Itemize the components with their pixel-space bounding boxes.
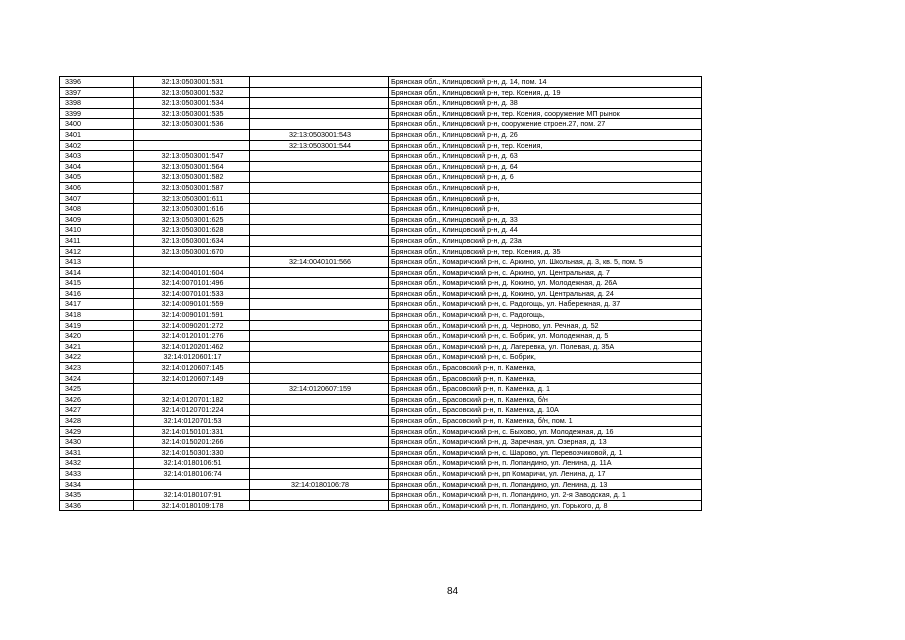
table-row [60, 416, 702, 427]
table-row [60, 320, 702, 331]
table-row [60, 468, 702, 479]
cadastral-number-alt-cell [250, 204, 389, 215]
cadastral-number-alt-cell [250, 299, 389, 310]
address-cell: Брянская обл., Комаричский р-н, с. Аркино, ул. Центральная, д. 7 [389, 267, 702, 278]
row-number-cell: 3402 [60, 140, 134, 151]
row-number-cell: 3401 [60, 129, 134, 140]
cadastral-number-cell: 32:14:0120101:276 [134, 331, 250, 342]
row-number-cell: 3425 [60, 384, 134, 395]
table-row [60, 87, 702, 98]
table-row [60, 405, 702, 416]
row-number-cell: 3422 [60, 352, 134, 363]
address-cell: Брянская обл., Комаричский р-н, д. Кокино, ул. Центральная, д. 24 [389, 288, 702, 299]
row-number-cell: 3403 [60, 151, 134, 162]
cadastral-number-cell: 32:14:0120701:53 [134, 416, 250, 427]
cadastral-number-cell: 32:13:0503001:532 [134, 87, 250, 98]
cadastral-number-alt-cell [250, 278, 389, 289]
cadastral-number-alt-cell [250, 172, 389, 183]
row-number-cell: 3415 [60, 278, 134, 289]
cadastral-number-alt-cell [250, 341, 389, 352]
cadastral-number-alt-cell [250, 151, 389, 162]
table-row [60, 341, 702, 352]
cadastral-number-alt-cell [250, 267, 389, 278]
address-cell: Брянская обл., Клинцовский р-н, тер. Ксения, д. 35 [389, 246, 702, 257]
cadastral-number-alt-cell [250, 119, 389, 130]
address-cell: Брянская обл., Брасовский р-н, п. Каменка, [389, 363, 702, 374]
address-cell: Брянская обл., Брасовский р-н, п. Каменка, б/н [389, 394, 702, 405]
table-row [60, 235, 702, 246]
cadastral-number-alt-cell [250, 352, 389, 363]
cadastral-number-cell: 32:13:0503001:634 [134, 235, 250, 246]
table-row [60, 257, 702, 268]
row-number-cell: 3407 [60, 193, 134, 204]
row-number-cell: 3398 [60, 98, 134, 109]
table-row [60, 500, 702, 511]
address-cell: Брянская обл., Клинцовский р-н, [389, 193, 702, 204]
page-number: 84 [446, 586, 459, 597]
row-number-cell: 3419 [60, 320, 134, 331]
cadastral-number-cell: 32:14:0150301:330 [134, 447, 250, 458]
row-number-cell: 3427 [60, 405, 134, 416]
table-row [60, 161, 702, 172]
cadastral-number-alt-cell: 32:14:0120607:159 [250, 384, 389, 395]
cadastral-number-alt-cell [250, 87, 389, 98]
cadastral-number-alt-cell [250, 77, 389, 88]
address-cell: Брянская обл., Комаричский р-н, с. Аркино, ул. Школьная, д. 3, кв. 5, пом. 5 [389, 257, 702, 268]
cadastral-number-alt-cell: 32:14:0180106:78 [250, 479, 389, 490]
cadastral-number-alt-cell [250, 405, 389, 416]
table-row [60, 394, 702, 405]
table-row [60, 331, 702, 342]
cadastral-number-cell [134, 129, 250, 140]
address-cell: Брянская обл., Брасовский р-н, п. Каменка, [389, 373, 702, 384]
row-number-cell: 3433 [60, 468, 134, 479]
cadastral-number-cell [134, 479, 250, 490]
cadastral-number-cell: 32:14:0070101:496 [134, 278, 250, 289]
row-number-cell: 3430 [60, 437, 134, 448]
table-row [60, 129, 702, 140]
address-cell: Брянская обл., Комаричский р-н, д. Кокино, ул. Молодежная, д. 26А [389, 278, 702, 289]
row-number-cell: 3436 [60, 500, 134, 511]
address-cell: Брянская обл., Комаричский р-н, с. Шарово, ул. Перевозчиковой, д. 1 [389, 447, 702, 458]
cadastral-number-cell: 32:13:0503001:582 [134, 172, 250, 183]
address-cell: Брянская обл., Клинцовский р-н, тер. Ксения, д. 19 [389, 87, 702, 98]
cadastral-number-alt-cell [250, 426, 389, 437]
cadastral-number-alt-cell [250, 363, 389, 374]
cadastral-number-alt-cell [250, 246, 389, 257]
cadastral-number-cell: 32:13:0503001:564 [134, 161, 250, 172]
row-number-cell: 3420 [60, 331, 134, 342]
address-cell: Брянская обл., Комаричский р-н, с. Радогощь, ул. Набережная, д. 37 [389, 299, 702, 310]
row-number-cell: 3411 [60, 235, 134, 246]
address-cell: Брянская обл., Клинцовский р-н, тер. Ксения, [389, 140, 702, 151]
cadastral-number-cell: 32:13:0503001:616 [134, 204, 250, 215]
table-row [60, 458, 702, 469]
address-cell: Брянская обл., Клинцовский р-н, д. 26 [389, 129, 702, 140]
cadastral-number-alt-cell [250, 458, 389, 469]
cadastral-number-cell: 32:14:0120607:145 [134, 363, 250, 374]
table-row [60, 193, 702, 204]
table-row [60, 204, 702, 215]
table-row [60, 288, 702, 299]
cadastral-number-alt-cell [250, 310, 389, 321]
cadastral-number-alt-cell [250, 416, 389, 427]
row-number-cell: 3397 [60, 87, 134, 98]
address-cell: Брянская обл., Комаричский р-н, д. Заречная, ул. Озерная, д. 13 [389, 437, 702, 448]
row-number-cell: 3429 [60, 426, 134, 437]
address-cell: Брянская обл., Клинцовский р-н, д. 14, пом. 14 [389, 77, 702, 88]
table-row [60, 278, 702, 289]
cadastral-number-alt-cell [250, 108, 389, 119]
cadastral-number-alt-cell [250, 437, 389, 448]
cadastral-number-cell: 32:14:0180106:51 [134, 458, 250, 469]
row-number-cell: 3410 [60, 225, 134, 236]
cadastral-number-alt-cell [250, 288, 389, 299]
address-cell: Брянская обл., Клинцовский р-н, сооружение строен.27, пом. 27 [389, 119, 702, 130]
table-row [60, 246, 702, 257]
property-table-body [60, 77, 702, 511]
cadastral-number-cell: 32:13:0503001:547 [134, 151, 250, 162]
row-number-cell: 3413 [60, 257, 134, 268]
cadastral-number-cell [134, 140, 250, 151]
cadastral-number-alt-cell: 32:13:0503001:544 [250, 140, 389, 151]
table-row [60, 479, 702, 490]
address-cell: Брянская обл., Клинцовский р-н, д. 6 [389, 172, 702, 183]
table-row [60, 373, 702, 384]
cadastral-number-cell: 32:14:0180106:74 [134, 468, 250, 479]
cadastral-number-cell: 32:14:0120201:462 [134, 341, 250, 352]
cadastral-number-cell: 32:14:0120601:17 [134, 352, 250, 363]
cadastral-number-alt-cell [250, 500, 389, 511]
cadastral-number-alt-cell [250, 98, 389, 109]
table-row [60, 352, 702, 363]
address-cell: Брянская обл., Комаричский р-н, п. Лопандино, ул. Ленина, д. 13 [389, 479, 702, 490]
table-row [60, 490, 702, 501]
table-row [60, 119, 702, 130]
row-number-cell: 3396 [60, 77, 134, 88]
row-number-cell: 3431 [60, 447, 134, 458]
cadastral-number-cell: 32:13:0503001:670 [134, 246, 250, 257]
cadastral-number-alt-cell [250, 373, 389, 384]
row-number-cell: 3428 [60, 416, 134, 427]
cadastral-number-alt-cell [250, 193, 389, 204]
cadastral-number-cell: 32:14:0120607:149 [134, 373, 250, 384]
table-row [60, 182, 702, 193]
row-number-cell: 3406 [60, 182, 134, 193]
address-cell: Брянская обл., Комаричский р-н, с. Бобрик, [389, 352, 702, 363]
cadastral-number-cell: 32:13:0503001:628 [134, 225, 250, 236]
cadastral-number-cell [134, 384, 250, 395]
cadastral-number-alt-cell [250, 468, 389, 479]
address-cell: Брянская обл., Клинцовский р-н, [389, 182, 702, 193]
row-number-cell: 3434 [60, 479, 134, 490]
cadastral-number-alt-cell [250, 214, 389, 225]
cadastral-number-cell: 32:13:0503001:536 [134, 119, 250, 130]
row-number-cell: 3405 [60, 172, 134, 183]
address-cell: Брянская обл., Клинцовский р-н, [389, 204, 702, 215]
address-cell: Брянская обл., Комаричский р-н, с. Радогощь, [389, 310, 702, 321]
row-number-cell: 3408 [60, 204, 134, 215]
cadastral-number-cell: 32:13:0503001:611 [134, 193, 250, 204]
address-cell: Брянская обл., Клинцовский р-н, д. 33 [389, 214, 702, 225]
row-number-cell: 3416 [60, 288, 134, 299]
cadastral-number-alt-cell [250, 161, 389, 172]
cadastral-number-alt-cell [250, 235, 389, 246]
cadastral-number-alt-cell: 32:13:0503001:543 [250, 129, 389, 140]
address-cell: Брянская обл., Брасовский р-н, п. Каменка, д. 1 [389, 384, 702, 395]
cadastral-number-cell: 32:14:0180109:178 [134, 500, 250, 511]
table-row [60, 447, 702, 458]
table-row [60, 172, 702, 183]
row-number-cell: 3421 [60, 341, 134, 352]
row-number-cell: 3399 [60, 108, 134, 119]
cadastral-number-alt-cell [250, 182, 389, 193]
address-cell: Брянская обл., Комаричский р-н, д. Лагеревка, ул. Полевая, д. 35А [389, 341, 702, 352]
cadastral-number-cell: 32:13:0503001:531 [134, 77, 250, 88]
table-row [60, 437, 702, 448]
cadastral-number-cell: 32:13:0503001:587 [134, 182, 250, 193]
cadastral-number-alt-cell [250, 320, 389, 331]
cadastral-number-cell: 32:14:0150101:331 [134, 426, 250, 437]
address-cell: Брянская обл., Комаричский р-н, с. Быхово, ул. Молодежная, д. 16 [389, 426, 702, 437]
address-cell: Брянская обл., Комаричский р-н, п. Лопандино, ул. Ленина, д. 11А [389, 458, 702, 469]
row-number-cell: 3414 [60, 267, 134, 278]
address-cell: Брянская обл., Комаричский р-н, рп Комаричи, ул. Ленина, д. 17 [389, 468, 702, 479]
table-row [60, 384, 702, 395]
cadastral-number-cell: 32:14:0090101:559 [134, 299, 250, 310]
table-row [60, 225, 702, 236]
property-table [59, 76, 702, 511]
cadastral-number-alt-cell [250, 490, 389, 501]
cadastral-number-cell: 32:14:0090201:272 [134, 320, 250, 331]
row-number-cell: 3404 [60, 161, 134, 172]
table-row [60, 363, 702, 374]
address-cell: Брянская обл., Клинцовский р-н, д. 23а [389, 235, 702, 246]
row-number-cell: 3412 [60, 246, 134, 257]
cadastral-number-alt-cell [250, 447, 389, 458]
cadastral-number-cell: 32:14:0070101:533 [134, 288, 250, 299]
address-cell: Брянская обл., Клинцовский р-н, д. 64 [389, 161, 702, 172]
address-cell: Брянская обл., Брасовский р-н, п. Каменка, б/н, пом. 1 [389, 416, 702, 427]
row-number-cell: 3423 [60, 363, 134, 374]
address-cell: Брянская обл., Клинцовский р-н, д. 63 [389, 151, 702, 162]
row-number-cell: 3424 [60, 373, 134, 384]
row-number-cell: 3417 [60, 299, 134, 310]
cadastral-number-cell: 32:13:0503001:534 [134, 98, 250, 109]
table-row [60, 426, 702, 437]
cadastral-number-alt-cell: 32:14:0040101:566 [250, 257, 389, 268]
row-number-cell: 3400 [60, 119, 134, 130]
table-row [60, 77, 702, 88]
address-cell: Брянская обл., Комаричский р-н, п. Лопандино, ул. Горького, д. 8 [389, 500, 702, 511]
row-number-cell: 3418 [60, 310, 134, 321]
cadastral-number-cell: 32:14:0090101:591 [134, 310, 250, 321]
address-cell: Брянская обл., Комаричский р-н, п. Лопандино, ул. 2-я Заводская, д. 1 [389, 490, 702, 501]
address-cell: Брянская обл., Комаричский р-н, с. Бобрик, ул. Молодежная, д. 5 [389, 331, 702, 342]
table-row [60, 267, 702, 278]
address-cell: Брянская обл., Клинцовский р-н, тер. Ксения, сооружение МП рынок [389, 108, 702, 119]
address-cell: Брянская обл., Комаричский р-н, д. Черново, ул. Речная, д. 52 [389, 320, 702, 331]
table-row [60, 108, 702, 119]
cadastral-number-cell: 32:14:0150201:266 [134, 437, 250, 448]
table-row [60, 151, 702, 162]
cadastral-number-cell: 32:13:0503001:535 [134, 108, 250, 119]
cadastral-number-cell: 32:14:0120701:182 [134, 394, 250, 405]
table-row [60, 98, 702, 109]
table-row [60, 140, 702, 151]
row-number-cell: 3426 [60, 394, 134, 405]
cadastral-number-cell: 32:14:0180107:91 [134, 490, 250, 501]
address-cell: Брянская обл., Брасовский р-н, п. Каменка, д. 10А [389, 405, 702, 416]
cadastral-number-cell [134, 257, 250, 268]
table-row [60, 310, 702, 321]
cadastral-number-cell: 32:14:0120701:224 [134, 405, 250, 416]
cadastral-number-cell: 32:13:0503001:625 [134, 214, 250, 225]
row-number-cell: 3432 [60, 458, 134, 469]
row-number-cell: 3409 [60, 214, 134, 225]
cadastral-number-alt-cell [250, 394, 389, 405]
cadastral-number-cell: 32:14:0040101:604 [134, 267, 250, 278]
address-cell: Брянская обл., Клинцовский р-н, д. 44 [389, 225, 702, 236]
row-number-cell: 3435 [60, 490, 134, 501]
cadastral-number-alt-cell [250, 225, 389, 236]
table-row [60, 299, 702, 310]
address-cell: Брянская обл., Клинцовский р-н, д. 38 [389, 98, 702, 109]
cadastral-number-alt-cell [250, 331, 389, 342]
table-row [60, 214, 702, 225]
